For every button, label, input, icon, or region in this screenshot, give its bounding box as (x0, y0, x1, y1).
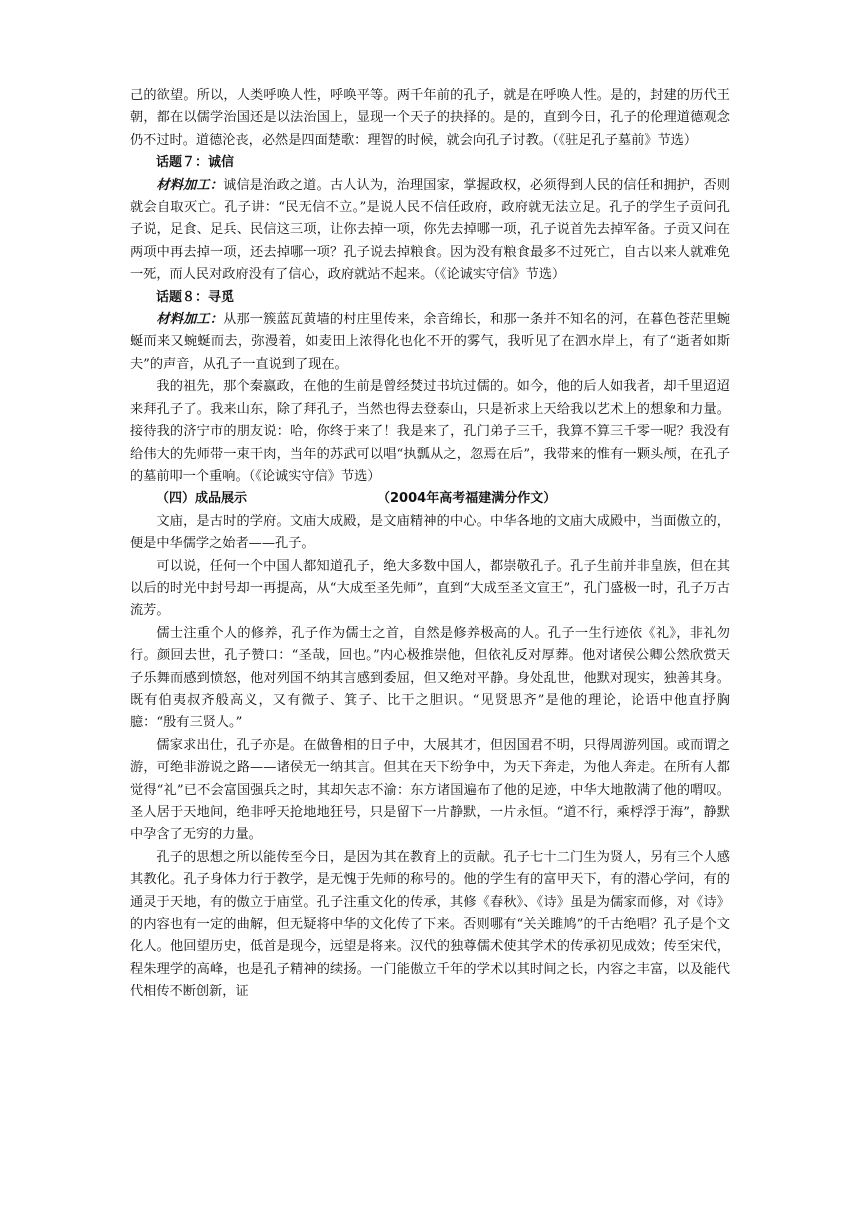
topic-7-lead: 材料加工： (156, 177, 224, 193)
topic-8-text: 从那一簇蓝瓦黄墙的村庄里传来，余音绵长，和那一条并不知名的河，在暮色苍茫里蜿蜒而来又蜿蜒而去，弥漫着，如麦田上浓得化也化不开的雾气，我听见了在泗水岸上，有了“逝者如斯夫”的声音，从孔子一直说到了现在。 (130, 312, 730, 372)
intro-paragraph: 己的欲望。所以，人类呼唤人性，呼唤平等。两千年前的孔子，就是在呼唤人性。是的，封建的历代王朝，都在以儒学治国还是以法治国上，显现一个天子的抉择的。是的，直到今日，孔子的伦理道德观念仍不过时。道德沦丧，必然是四面楚歌：理智的时候，就会向孔子讨教。（《驻足孔子墓前》节选） (130, 88, 730, 148)
essay-paragraph-1: 文庙，是古时的学府。文庙大成殿，是文庙精神的中心。中华各地的文庙大成殿中，当面傲立的，便是中华儒学之始者——孔子。 (130, 513, 730, 552)
showcase-heading-row (130, 488, 730, 510)
topic-7-text: 诚信是治政之道。古人认为，治理国家，掌握政权，必须得到人民的信任和拥护，否则就会自取灭亡。孔子讲：“民无信不立。”是说人民不信任政府，政府就无法立足。孔子的学生子贡问孔子说，足食、足兵、民信这三项，让你去掉一项，你先去掉哪一项，孔子说首先去掉军备。子贡又问在两项中再去掉一项，还去掉哪一项？孔子说去掉粮食。因为没有粮食最多不过死亡，自古以来人就难免一死，而人民对政府没有了信心，政府就站不起来。（《论诚实守信》节选） (130, 177, 730, 283)
topic-8-lead: 材料加工： (156, 312, 224, 328)
topic-8-paragraph-2: 我的祖先，那个秦嬴政，在他的生前是曾经焚过书坑过儒的。如今，他的后人如我者，却千里迢迢来拜孔子了。我来山东，除了拜孔子，当然也得去登泰山，只是祈求上天给我以艺术上的想象和力量。接待我的济宁市的朋友说：哈，你终于来了！我是来了，孔门弟子三千，我算不算三千零一呢？我没有给伟大的先师带一束干肉，当年的苏武可以唱“执瓢从之，忽焉在后”，我带来的惟有一颗头颅，在孔子的墓前叩一个重响。（《论诚实守信》节选） (130, 379, 730, 484)
topic-8-paragraph (130, 309, 730, 376)
topic-7-heading: 话题７：诚信 (156, 155, 235, 171)
topic-7-paragraph (130, 175, 730, 287)
topic-8-heading: 话题８：寻觅 (156, 289, 235, 305)
essay-paragraph-5: 孔子的思想之所以能传至今日，是因为其在教育上的贡献。孔子七十二门生为贤人，另有三个人感其教化。孔子身体力行于教学，是无愧于先师的称号的。他的学生有的富甲天下，有的潜心学问，有的通灵于天地，有的傲立于庙堂。孔子注重文化的传承，其修《春秋》、《诗》虽是为儒家而修，对《诗》的内容也有一定的曲解，但无疑将中华的文化传了下来。否则哪有“关关雎鸠”的千古绝唱？孔子是个文化人。他回望历史，低首是现今，远望是将来。汉代的独尊儒术使其学术的传承初见成效；传至宋代，程朱理学的高峰，也是孔子精神的续扬。一门能傲立千年的学术以其时间之长，内容之丰富，以及能代代相传不断创新，证 (130, 849, 730, 1000)
showcase-heading: （四）成品展示 (156, 491, 248, 507)
essay-paragraph-3: 儒士注重个人的修养，孔子作为儒士之首，自然是修养极高的人。孔子一生行迹依《礼》，非礼勿行。颜回去世，孔子赞口：“圣哉，回也。”内心极推崇他，但依礼反对厚葬。他对诸侯公卿公然欣赏天子乐舞而感到愤怒，他对列国不纳其言感到委屈，但又绝对平静。身处乱世，他默对现实，独善其身。既有伯夷叔齐般高义，又有微子、箕子、比干之胆识。“见贤思齐”是他的理论，论语中他直抒胸臆：“殷有三贤人。” (130, 625, 730, 731)
essay-paragraph-2: 可以说，任何一个中国人都知道孔子，绝大多数中国人，都崇敬孔子。孔子生前并非皇族，但在其以后的时光中封号却一再提高，从“大成至圣先师”，直到“大成至圣文宣王”，孔门盛极一时，孔子万古流芳。 (130, 558, 730, 619)
showcase-subtitle: （2004年高考福建满分作文） (377, 491, 557, 507)
essay-paragraph-4: 儒家求出仕，孔子亦是。在做鲁相的日子中，大展其才，但因国君不明，只得周游列国。或而谓之游，可绝非游说之路——诸侯无一纳其言。但其在天下纷争中，为天下奔走，为他人奔走。在所有人都觉得“礼”已不会富国强兵之时，其却矢志不渝：东方诸国遍布了他的足迹，中华大地散满了他的喟叹。圣人居于天地间，绝非呼天抢地地狂号，只是留下一片静默，一片永恒。“道不行，乘桴浮于海”，静默中孕含了无穷的力量。 (130, 737, 730, 843)
